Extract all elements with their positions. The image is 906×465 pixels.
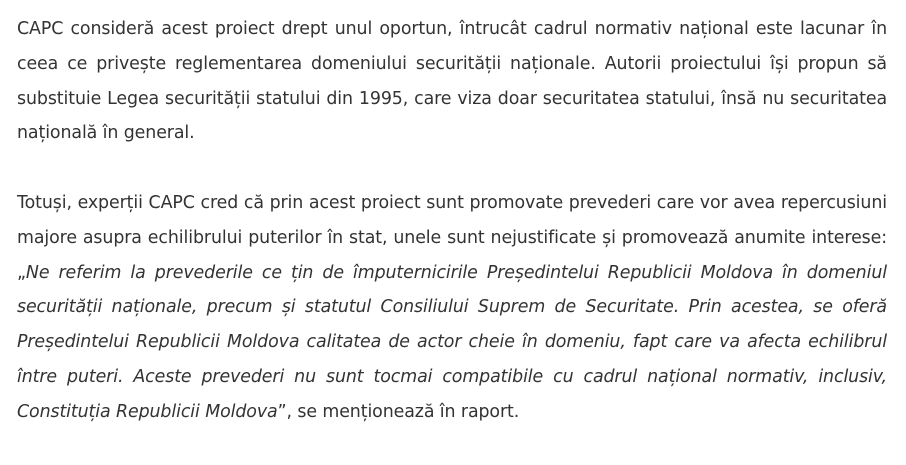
report-quote: Ne referim la prevederile ce țin de împuternicirile Președintelui Republicii Moldova în domeniul securității naționale, precum și statutul Consiliului Suprem de Securitate. Prin acestea, se oferă Președintelui Republicii Moldova calitatea de actor cheie în domeniu, fapt care va afecta echilibrul între puteri. Aceste prevederi nu sunt tocmai compatibile cu cadrul național normativ, inclusiv, Constituția Republicii Moldova <box>17 262 887 422</box>
quote-attribution: ”, se menționează în raport. <box>277 401 520 422</box>
article-body <box>17 0 887 430</box>
quote-lead-text: Totuși, experții CAPC cred că prin acest proiect sunt promovate prevederi care vor avea repercusiuni majore asupra echilibrului puterilor în stat, unele sunt nejustificate și promovează anumite interese: „ <box>17 192 887 283</box>
paragraph-quote <box>17 186 887 430</box>
paragraph-intro: CAPC consideră acest proiect drept unul oportun, întrucât cadrul normativ național este lacunar în ceea ce privește reglementarea domeniului securității naționale. Autorii proiectului își propun să substituie Legea securității statului din 1995, care viza doar securitatea statului, însă nu securitatea națională în general. <box>17 19 887 144</box>
